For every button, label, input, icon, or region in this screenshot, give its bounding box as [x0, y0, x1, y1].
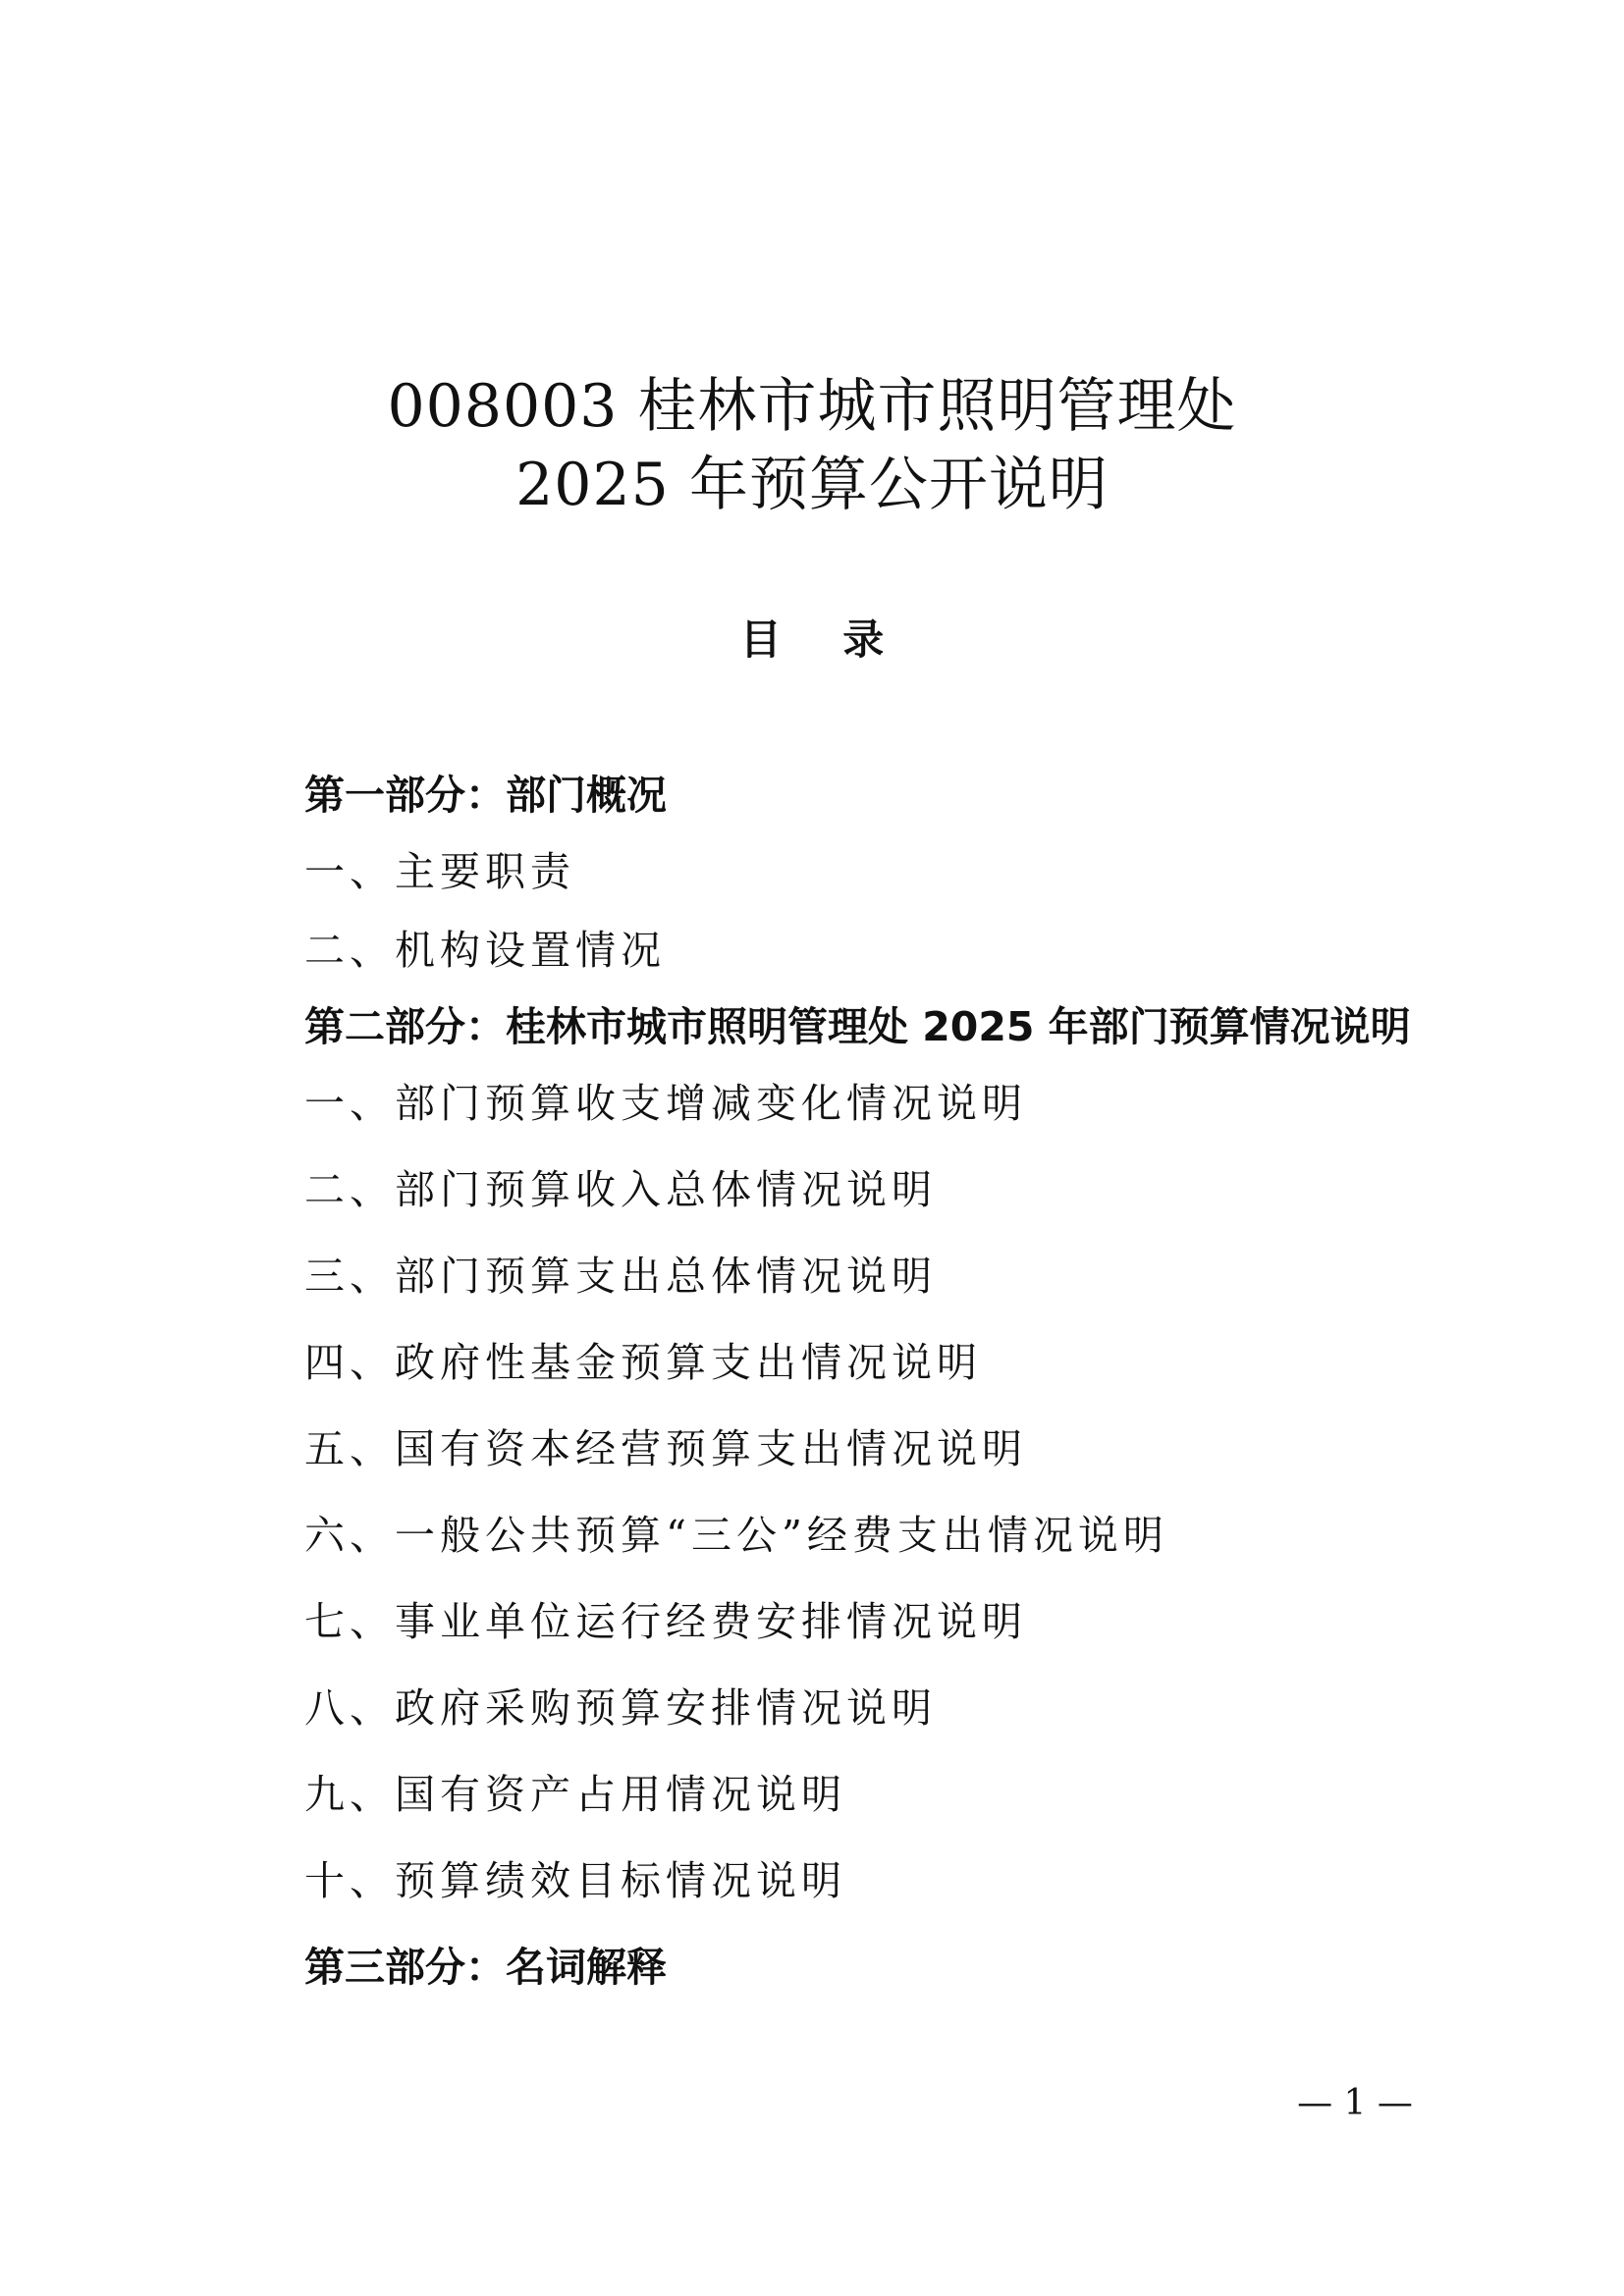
toc-part-1: 第一部分：部门概况 — [304, 772, 667, 819]
toc-item-part2-6: 六、一般公共预算“三公”经费支出情况说明 — [304, 1512, 1168, 1559]
toc-item-part2-10: 十、预算绩效目标情况说明 — [304, 1857, 846, 1904]
page-number: — 1 — — [1297, 2083, 1413, 2123]
toc-item-part2-3: 三、部门预算支出总体情况说明 — [304, 1253, 937, 1300]
toc-item-part2-1: 一、部门预算收支增减变化情况说明 — [304, 1080, 1027, 1127]
document-title-line-2: 2025 年预算公开说明 — [515, 451, 1109, 519]
toc-item-part2-7: 七、事业单位运行经费安排情况说明 — [304, 1598, 1027, 1645]
document-title-line-1: 008003 桂林市城市照明管理处 — [387, 372, 1237, 441]
toc-part-2: 第二部分：桂林市城市照明管理处 2025 年部门预算情况说明 — [304, 1003, 1411, 1050]
toc-part-3: 第三部分：名词解释 — [304, 1944, 667, 1991]
toc-item-part1-2: 二、机构设置情况 — [304, 927, 666, 974]
toc-heading: 目 录 — [739, 615, 885, 664]
toc-item-part2-5: 五、国有资本经营预算支出情况说明 — [304, 1425, 1027, 1472]
toc-item-part1-1: 一、主要职责 — [304, 848, 575, 895]
toc-item-part2-4: 四、政府性基金预算支出情况说明 — [304, 1339, 982, 1386]
toc-item-part2-9: 九、国有资产占用情况说明 — [304, 1771, 846, 1818]
toc-item-part2-2: 二、部门预算收入总体情况说明 — [304, 1166, 937, 1213]
toc-item-part2-8: 八、政府采购预算安排情况说明 — [304, 1684, 937, 1732]
